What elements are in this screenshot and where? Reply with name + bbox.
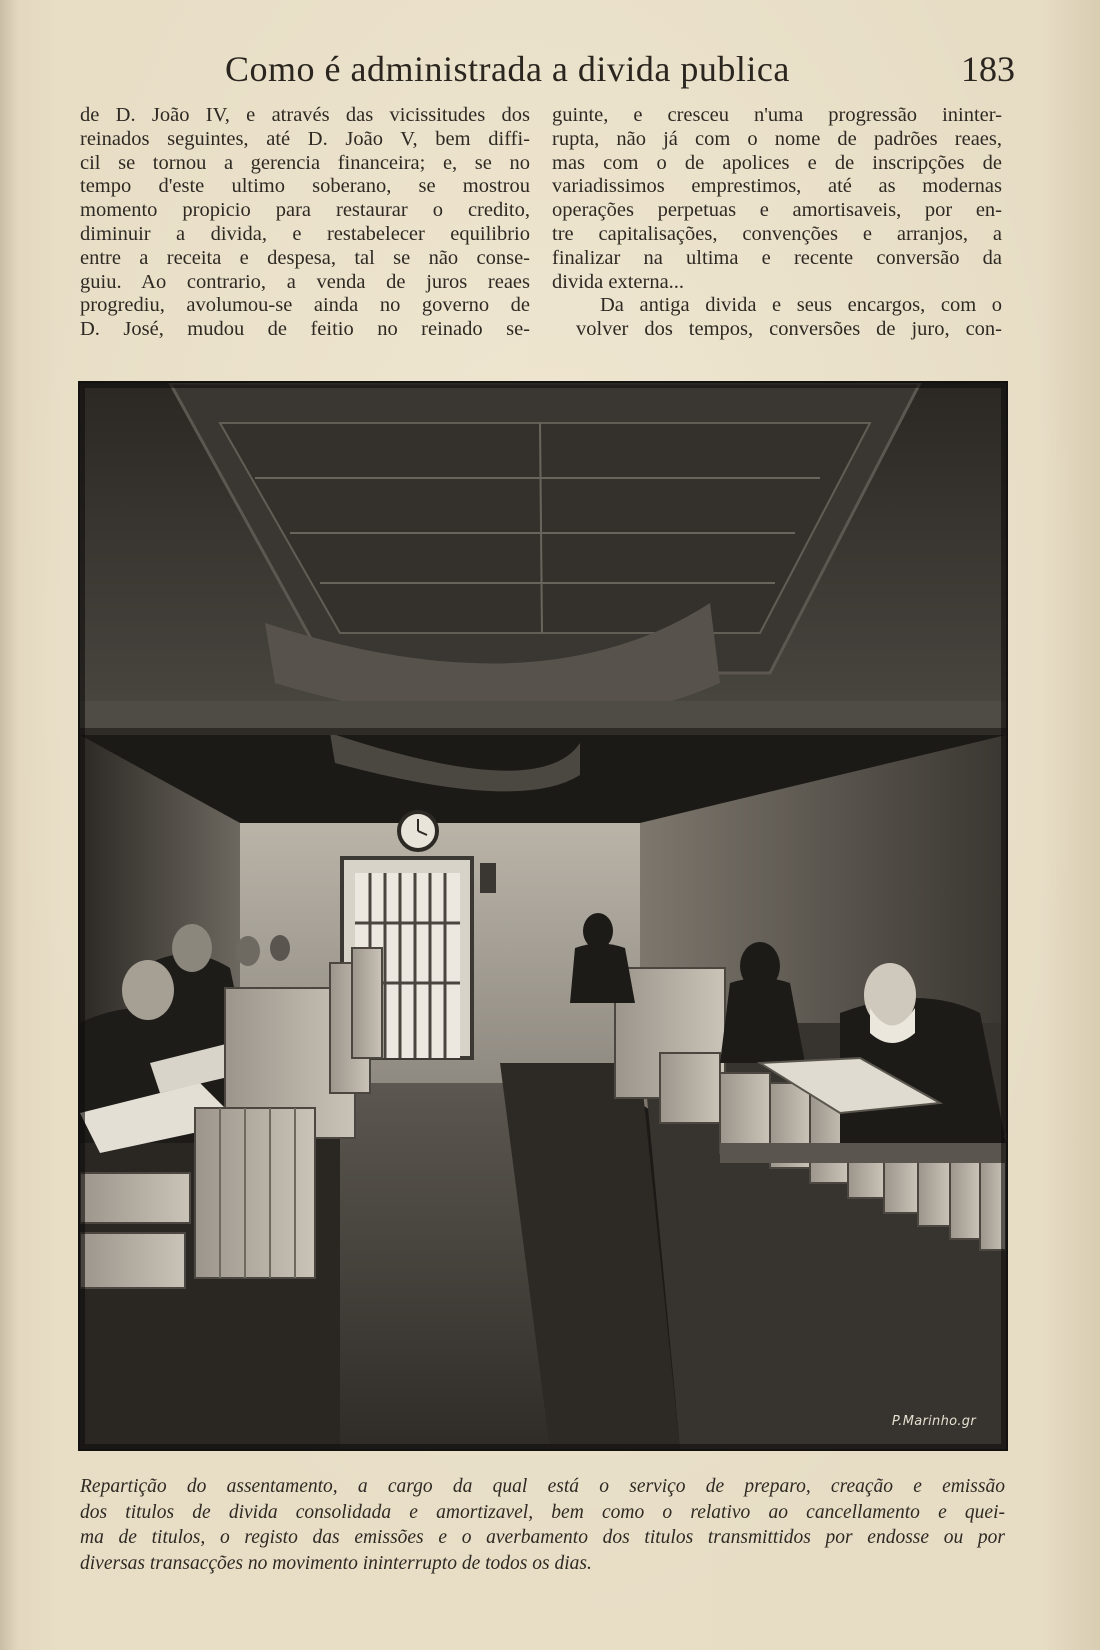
text-line: tre capitalisações, convenções e arranjos, a [552,222,1002,245]
text-line: de D. João IV, e através das vicissitudes dos [80,104,530,126]
text-line: diminuir a divida, e restabelecer equilibrio [80,222,530,245]
text-line: momento propicio para restaurar o credito, [80,199,530,222]
text-line: operações perpetuas e amortisaveis, por en- [552,199,1002,222]
text-line: divida externa... [552,270,685,293]
caption-line: diversas transacções no movimento ininterrupto de todos os dias. [80,1552,592,1574]
text-line: variadissimos emprestimos, até as modernas [552,175,1002,198]
photo-caption [80,1474,1005,1576]
caption-line: dos titulos de divida consolidada e amortizavel, bem como o relativo ao cancellamento e quei- [80,1501,1005,1523]
caption-line: Repartição do assentamento, a cargo da qual está o serviço de preparo, creação e emissão [80,1476,1005,1497]
caption-line: ma de titulos, o registo das emissões e o averbamento dos titulos transmittidos por endosse ou por [80,1527,1005,1548]
text-line: progrediu, avolumou-se ainda no governo de [80,294,530,317]
text-line: guiu. Ao contrario, a venda de juros reaes [80,270,530,293]
left-paragraph [80,104,530,342]
text-line: entre a receita e despesa, tal se não conse- [80,246,530,269]
office-photo-illustration [80,383,1006,1449]
text-line: Da antiga divida e seus encargos, com o [600,294,1002,317]
body-text [80,104,1008,354]
text-line: tempo d'este ultimo soberano, se mostrou [80,175,530,198]
text-line: finalizar na ultima e recente conversão da [552,246,1002,269]
running-title: Como é administrada a divida publica [225,49,790,89]
page-number: 183 [961,49,1015,89]
left-column [80,104,530,342]
text-line: reinados seguintes, até D. João V, bem diffi- [80,127,530,150]
text-line: rupta, não já com o nome de padrões reaes, [552,127,1002,150]
text-line: cil se tornou a gerencia financeira; e, se no [80,151,530,174]
engraver-signature: P.Marinho.gr [891,1414,976,1429]
page-header [225,48,1015,96]
text-line: volver dos tempos, conversões de juro, con- [576,318,1002,341]
text-line: mas com o de apolices e de inscripções de [552,151,1002,174]
right-column [552,104,1002,342]
office-photograph [78,381,1008,1451]
text-line: D. José, mudou de feitio no reinado se- [80,318,530,341]
right-paragraph-1 [552,104,1002,294]
right-paragraph-2 [552,294,1002,342]
text-line: guinte, e cresceu n'uma progressão ininter- [552,104,1002,126]
